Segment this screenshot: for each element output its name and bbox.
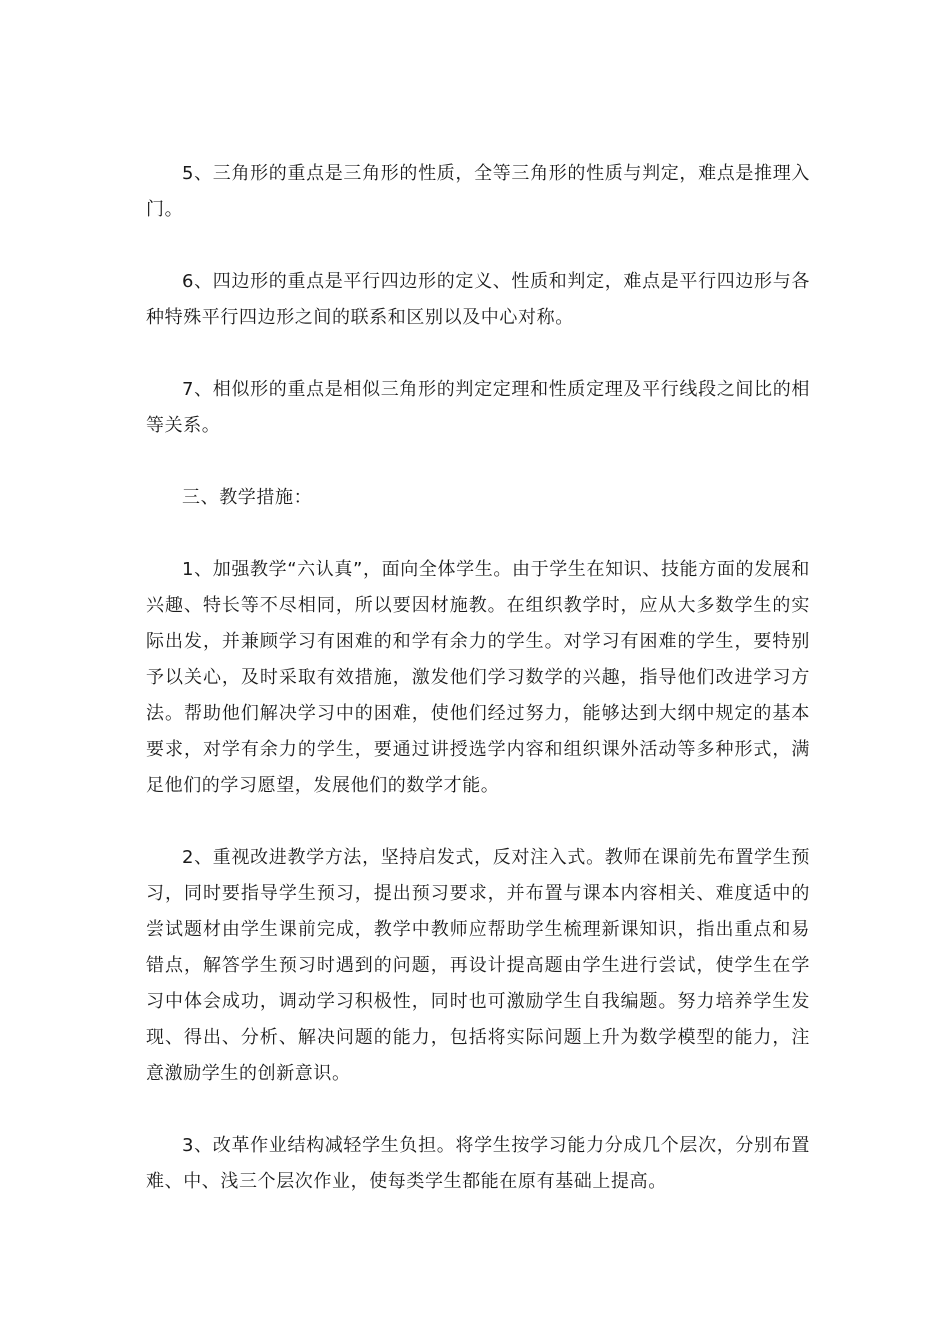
- paragraph-measure-2: 2、重视改进教学方法，坚持启发式，反对注入式。教师在课前先布置学生预习，同时要指导学生预习，提出预习要求，并布置与课本内容相关、难度适中的尝试题材由学生课前完成，教学中教师应帮助学生梳理新课知识，指出重点和易错点，解答学生预习时遇到的问题，再设计提高题由学生进行尝试，使学生在学习中体会成功，调动学习积极性，同时也可激励学生自我编题。努力培养学生发现、得出、分析、解决问题的能力，包括将实际问题上升为数学模型的能力，注意激励学生的创新意识。: [146, 847, 810, 1084]
- section-heading-teaching-measures: 三、教学措施：: [182, 487, 313, 508]
- paragraph-measure-1: 1、加强教学“六认真”，面向全体学生。由于学生在知识、技能方面的发展和兴趣、特长等不尽相同，所以要因材施教。在组织教学时，应从大多数学生的实际出发，并兼顾学习有困难的和学有余力的学生。对学习有困难的学生，要特别予以关心，及时采取有效措施，激发他们学习数学的兴趣，指导他们改进学习方法。帮助他们解决学习中的困难，使他们经过努力，能够达到大纲中规定的基本要求，对学有余力的学生，要通过讲授选学内容和组织课外活动等多种形式，满足他们的学习愿望，发展他们的数学才能。: [146, 559, 810, 796]
- paragraph-measure-3: 3、改革作业结构减轻学生负担。将学生按学习能力分成几个层次，分别布置难、中、浅三个层次作业，使每类学生都能在原有基础上提高。: [146, 1135, 810, 1192]
- paragraph-quadrilateral-focus: 6、四边形的重点是平行四边形的定义、性质和判定，难点是平行四边形与各种特殊平行四边形之间的联系和区别以及中心对称。: [146, 271, 810, 328]
- document-body: [146, 156, 810, 1236]
- paragraph-similar-figures-focus: 7、相似形的重点是相似三角形的判定定理和性质定理及平行线段之间比的相等关系。: [146, 379, 810, 436]
- paragraph-triangle-focus: 5、三角形的重点是三角形的性质，全等三角形的性质与判定，难点是推理入门。: [146, 163, 810, 220]
